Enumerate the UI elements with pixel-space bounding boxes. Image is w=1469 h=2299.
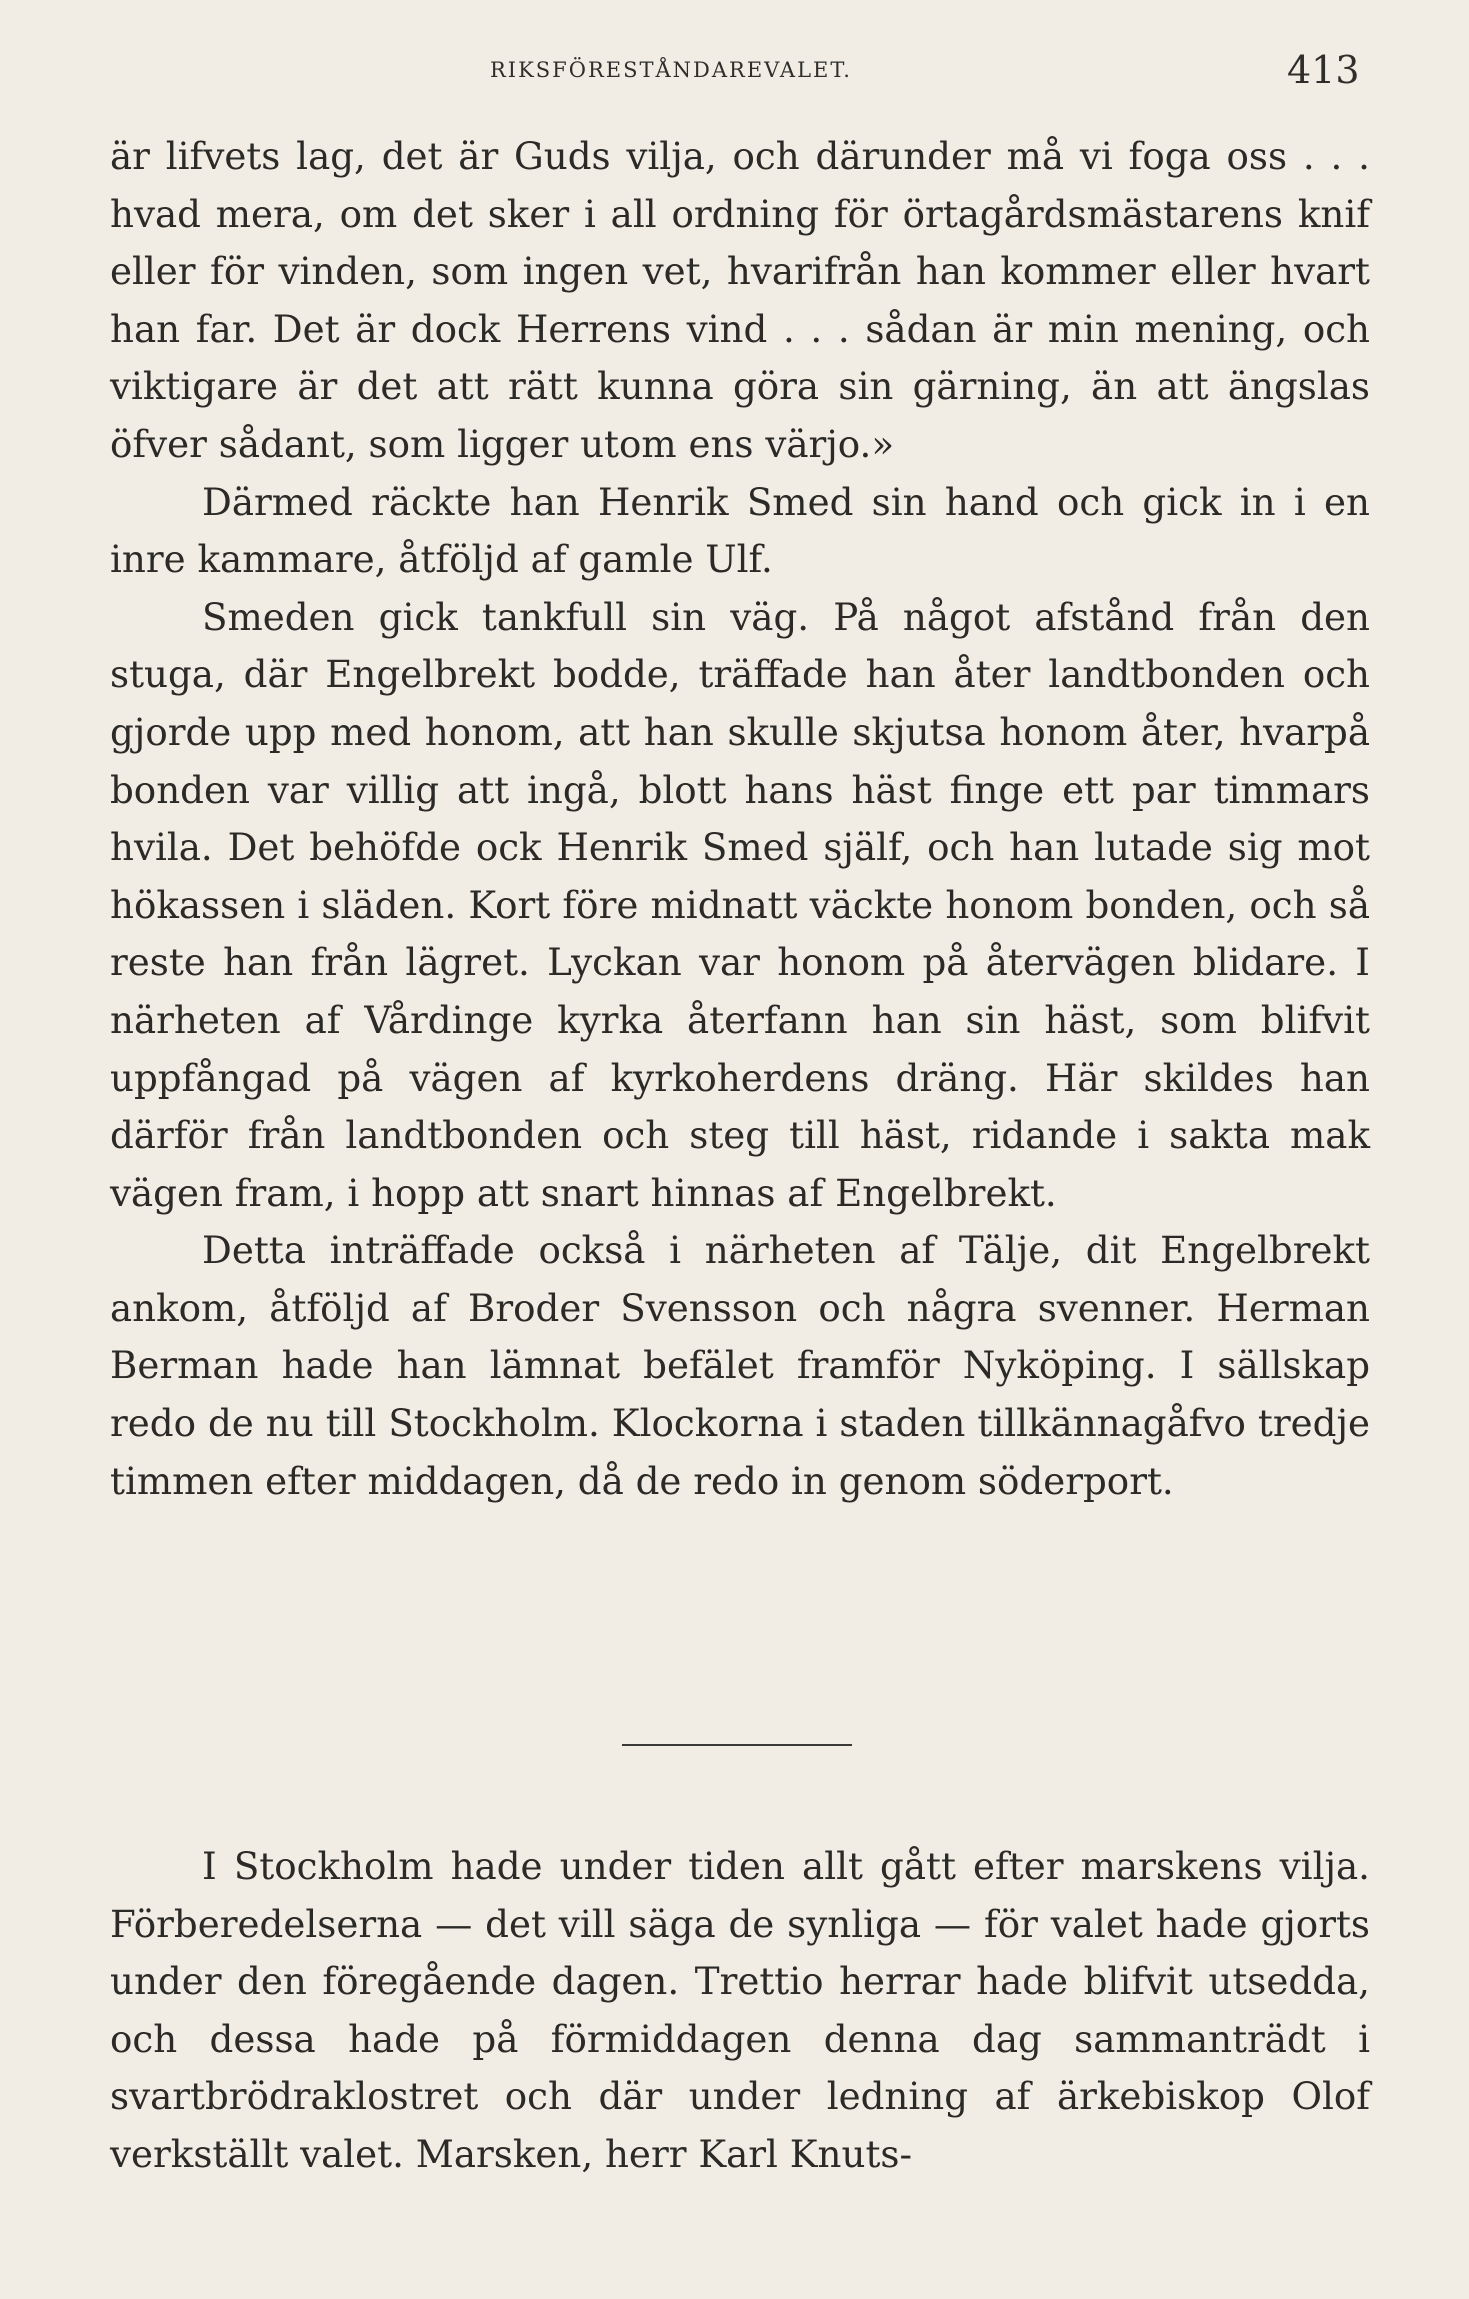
paragraph-continuation: är lifvets lag, det är Guds vilja, och därunder må vi foga oss . . . hvad mera, om det sker i all ordning för örtagårdsmästarens knif eller för vinden, som ingen vet, hvarifrån han kommer eller hvart han far. Det är dock Herrens vind . . . sådan är min mening, och viktigare är det att rätt kunna göra sin gärning, än att ängslas öfver sådant, som ligger utom ens värjo.» [110, 134, 1370, 466]
running-title: RIKSFÖRESTÅNDAREVALET. [490, 58, 852, 82]
text-block-after-break [110, 1838, 1370, 2184]
running-head [0, 48, 1469, 92]
paragraph: Detta inträffade också i närheten af Tälje, dit Engelbrekt ankom, åtföljd af Broder Svensson och några svenner. Herman Berman hade han lämnat befälet framför Nyköping. I sällskap redo de nu till Stockholm. Klockorna i staden tillkännagåfvo tredje timmen efter middagen, då de redo in genom söderport. [110, 1228, 1370, 1503]
paragraph: Smeden gick tankfull sin väg. På något afstånd från den stuga, där Engelbrekt bodde, träffade han åter landtbonden och gjorde upp med honom, att han skulle skjutsa honom åter, hvarpå bonden var villig att ingå, blott hans häst finge ett par timmars hvila. Det behöfde ock Henrik Smed själf, och han lutade sig mot hökassen i släden. Kort före midnatt väckte honom bonden, och så reste han från lägret. Lyckan var honom på återvägen blidare. I närheten af Vårdinge kyrka återfann han sin häst, som blifvit uppfångad på vägen af kyrkoherdens dräng. Här skildes han därför från landtbonden och steg till häst, ridande i sakta mak vägen fram, i hopp att snart hinnas af Engelbrekt. [110, 594, 1370, 1215]
paragraph: I Stockholm hade under tiden allt gått efter marskens vilja. Förberedelserna — det vill säga de synliga — för valet hade gjorts under den föregående dagen. Trettio herrar hade blifvit utsedda, och dessa hade på förmiddagen denna dag sammanträdt i svartbrödraklostret och där under ledning af ärkebiskop Olof verkställt valet. Marsken, herr Karl Knuts- [110, 1844, 1370, 2176]
paragraph: Därmed räckte han Henrik Smed sin hand och gick in i en inre kammare, åtföljd af gamle Ulf. [110, 479, 1370, 582]
section-divider-rule [622, 1744, 852, 1746]
page-number: 413 [1287, 48, 1360, 92]
text-block-before-break [110, 128, 1370, 1510]
